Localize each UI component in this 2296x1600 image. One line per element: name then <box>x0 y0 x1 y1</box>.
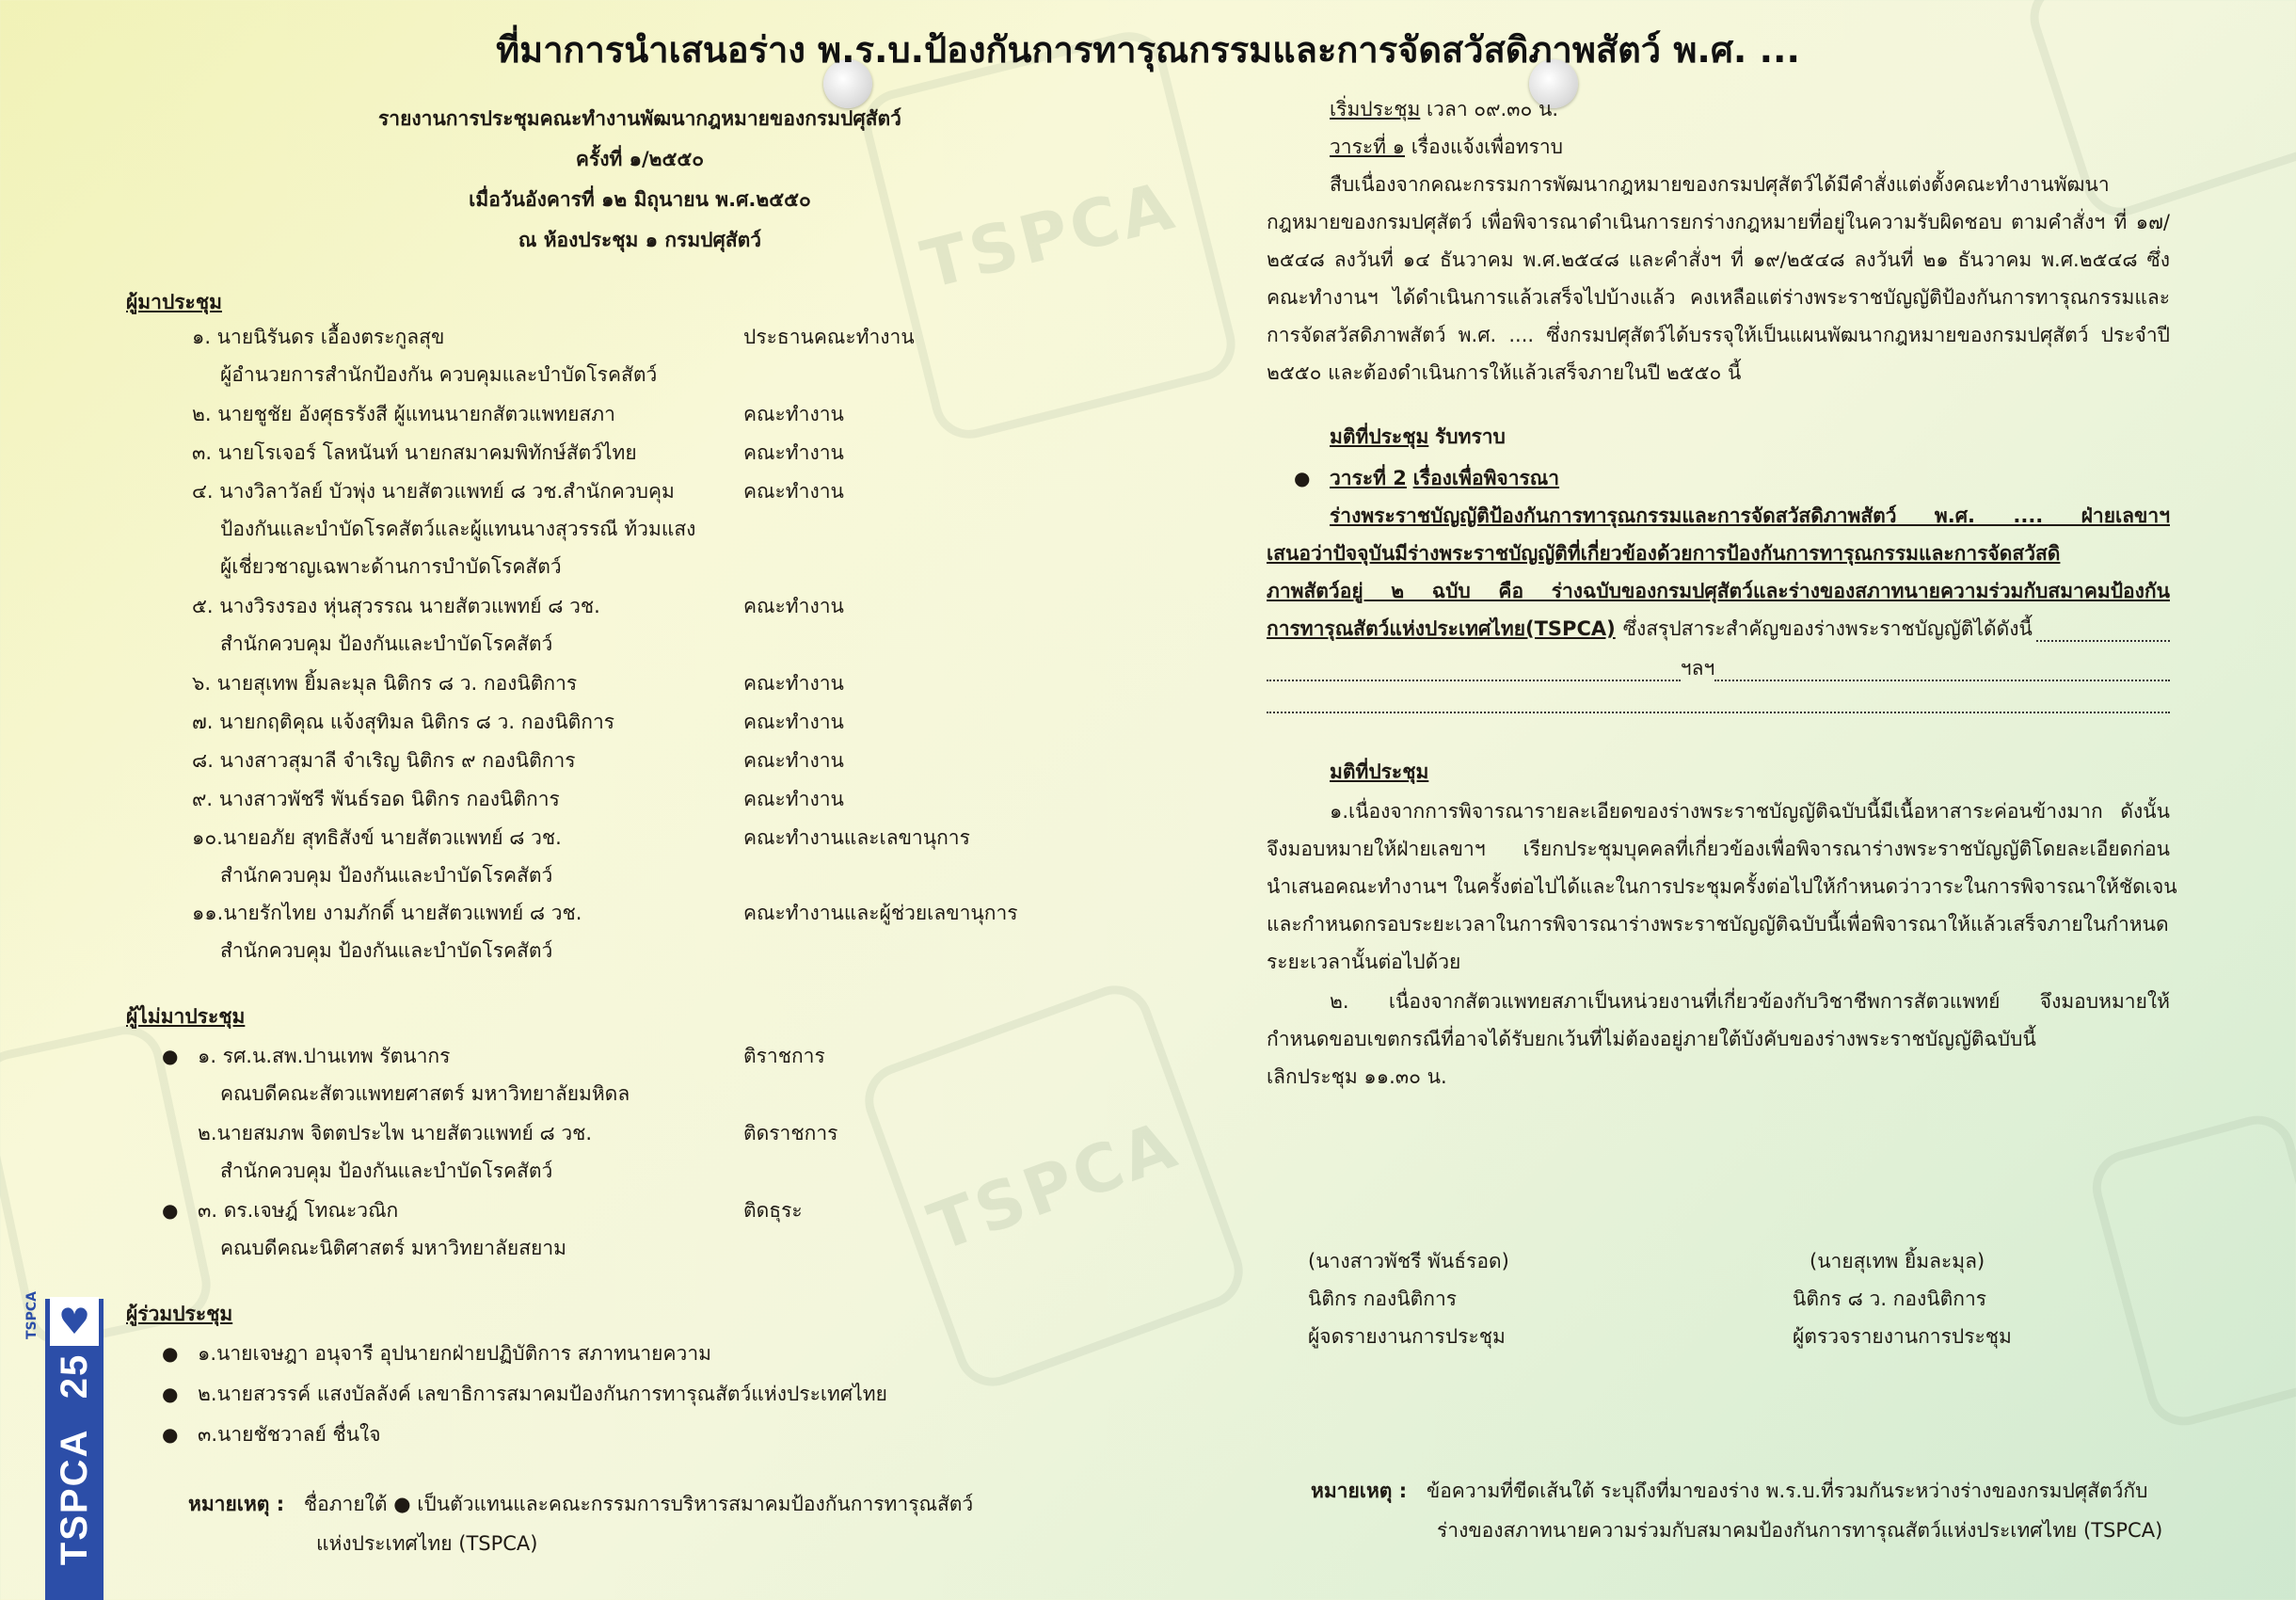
attendee-role: คณะทำงานและเลขานุการ <box>743 826 970 849</box>
list-item: ๕. นางวิรงรอง หุ่นสุวรรณ นายสัตวแพทย์ ๘ วช. <box>192 595 600 617</box>
list-item-detail: คณบดีคณะสัตวแพทยศาสตร์ มหาวิทยาลัยมหิดล <box>220 1082 630 1105</box>
list-item: ๑๐.นายอภัย สุทธิสังข์ นายสัตวแพทย์ ๘ วช. <box>192 826 562 849</box>
list-item: ๒.นายสมภพ จิตตประไพ นายสัตวแพทย์ ๘ วช. <box>198 1122 593 1144</box>
paragraph-line: ๒๕๕๐ และต้องดำเนินการให้แล้วเสร็จภายในปี ๒๕๕๐ นี้ <box>1267 361 1742 384</box>
attendee-role: คณะทำงานและผู้ช่วยเลขานุการ <box>743 902 1018 924</box>
paragraph-line: และกำหนดกรอบระยะเวลาในการพิจารณาร่างพระราชบัญญัติฉบับนี้เพื่อพิจารณาให้แล้วเสร็จภายในกำหนด <box>1267 913 2169 936</box>
attendee-role: คณะทำงาน <box>743 480 844 503</box>
page-number: 25 <box>53 1353 95 1400</box>
agenda-2-heading <box>1330 465 2233 491</box>
paragraph-line: นำเสนอคณะทำงานฯ ในครั้งต่อไปได้และในการประชุมครั้งต่อไปให้กำหนดว่าวาระในการพิจารณาให้ชัดเจน <box>1267 875 2177 898</box>
agenda-2-label: วาระที่ 2 <box>1330 467 1407 489</box>
signature-role: ผู้ตรวจรายงานการประชุม <box>1793 1325 2012 1348</box>
paragraph-line: จึงมอบหมายให้ฝ่ายเลขาฯ เรียกประชุมบุคคลที่เกี่ยวข้องเพื่อพิจารณาร่างพระราชบัญญัติโดยละเอียดก่อน <box>1267 838 2170 860</box>
attendee-role: คณะทำงาน <box>743 403 844 425</box>
list-item-detail: คณบดีคณะนิติศาสตร์ มหาวิทยาลัยสยาม <box>220 1237 566 1259</box>
attendee-role: คณะทำงาน <box>743 788 844 810</box>
attendee-role: ประธานคณะทำงาน <box>743 326 915 348</box>
resolution-1 <box>1330 424 2233 450</box>
absent-heading: ผู้ไม่มาประชุม <box>126 1005 246 1028</box>
meeting-report-header <box>169 99 1110 261</box>
sidebar-mini-label: TSPCA <box>24 1291 40 1340</box>
tspca-watermark-logo: TSPCA <box>854 975 1253 1397</box>
paragraph-line: ร่างพระราชบัญญัติป้องกันการทารุณกรรมและการจัดสวัสดิภาพสัตว์ พ.ศ. .... ฝ่ายเลขาฯ <box>1330 504 2170 527</box>
note-label: หมายเหตุ : <box>188 1493 285 1515</box>
agenda-2-title: เรื่องเพื่อพิจารณา <box>1412 467 1560 489</box>
list-item: ๒. นายชูชัย อังศุธรรังสี ผู้แทนนายกสัตวแพทยสภา <box>192 403 615 425</box>
meeting-date: เมื่อวันอังคารที่ ๑๒ มิถุนายน พ.ศ.๒๕๕๐ <box>469 188 811 211</box>
signature-role: ผู้จดรายงานการประชุม <box>1308 1325 1506 1348</box>
list-item: ๖. นายสุเทพ ยิ้มละมุล นิติกร ๘ ว. กองนิติการ <box>192 672 578 695</box>
paragraph-line: เสนอว่าปัจจุบันมีร่างพระราชบัญญัติที่เกี่ยวข้องด้วยการป้องกันการทารุณกรรมและการจัดสวัสดิ <box>1267 542 2061 565</box>
page-tab <box>45 1299 104 1600</box>
absent-reason: ติดธุระ <box>743 1199 803 1222</box>
note-label: หมายเหตุ : <box>1311 1480 1408 1502</box>
agenda-1-heading <box>1330 134 2233 160</box>
resolution-1-text: รับทราบ <box>1435 425 1506 448</box>
left-note <box>188 1489 973 1520</box>
list-item-detail: ป้องกันและบำบัดโรคสัตว์และผู้แทนนางสุวรรณี ท้วมแสง <box>220 518 696 540</box>
signature-recorder <box>1308 1242 1509 1355</box>
joined-heading: ผู้ร่วมประชุม <box>126 1303 233 1325</box>
paragraph-line: ๒๕๔๘ ลงวันที่ ๑๔ ธันวาคม พ.ศ.๒๕๔๘ และคำสั่งฯ ที่ ๑๙/๒๕๔๘ ลงวันที่ ๒๑ ธันวาคม พ.ศ.๒๕๔๘ ซึ่ง <box>1267 248 2170 271</box>
list-item-detail: สำนักควบคุม ป้องกันและบำบัดโรคสัตว์ <box>220 632 553 655</box>
list-item: ● ๓. ดร.เจษฎ์ โทณะวณิก <box>198 1197 398 1224</box>
attendee-role: คณะทำงาน <box>743 749 844 772</box>
attendee-role: คณะทำงาน <box>743 441 844 464</box>
attendees-heading: ผู้มาประชุม <box>126 291 222 313</box>
list-item-detail: ผู้อำนวยการสำนักป้องกัน ควบคุมและบำบัดโรคสัตว์ <box>220 363 658 386</box>
signature-name: (นางสาวพัชรี พันธ์รอด) <box>1308 1250 1509 1272</box>
dotted-line <box>2036 623 2170 642</box>
paragraph-line: กฎหมายของกรมปศุสัตว์ เพื่อพิจารณาดำเนินการยกร่างกฎหมายที่อยู่ในความรับผิดชอบ ตามคำสั่งฯ ที่ ๑๗/ <box>1267 211 2170 233</box>
paragraph-line: ภาพสัตว์อยู่ ๒ ฉบับ คือ ร่างฉบับของกรมปศุสัตว์และร่างของสภาทนายความร่วมกับสมาคมป้องกัน <box>1267 580 2170 602</box>
meeting-end: เลิกประชุม ๑๑.๓๐ น. <box>1267 1065 1447 1088</box>
page-title: ที่มาการนำเสนอร่าง พ.ร.บ.ป้องกันการทารุณกรรมและการจัดสวัสดิภาพสัตว์ พ.ศ. ... <box>496 29 1800 71</box>
list-item: ๗. นายกฤติคุณ แจ้งสุทิมล นิติกร ๘ ว. กองนิติการ <box>192 711 615 733</box>
list-item: ● ๒.นายสวรรค์ แสงบัลลังค์ เลขาธิการสมาคมป้องกันการทารุณสัตว์แห่งประเทศไทย <box>198 1381 887 1407</box>
start-time: เวลา ๐๙.๓๐ น. <box>1426 98 1559 120</box>
paragraph-line: ระยะเวลานั้นต่อไปด้วย <box>1267 951 1461 973</box>
note-text: ชื่อภายใต้ ● เป็นตัวแทนและคณะกรรมการบริหารสมาคมป้องกันการทารุณสัตว์ <box>303 1493 974 1515</box>
list-item: ๑. นายนิรันดร เอื้องตระกูลสุข <box>192 326 445 348</box>
dotted-line <box>1714 663 2170 681</box>
paragraph-line: กำหนดขอบเขตกรณีที่อาจได้รับยกเว้นที่ไม่ต้องอยู่ภายใต้บังคับของร่างพระราชบัญญัติฉบับนี้ <box>1267 1028 2036 1050</box>
paragraph-line: ๒. เนื่องจากสัตวแพทยสภาเป็นหน่วยงานที่เกี่ยวข้องกับวิชาชีพการสัตวแพทย์ จึงมอบหมายให้ <box>1330 990 2170 1013</box>
meeting-start <box>1330 96 2233 122</box>
underlined-text: การทารุณสัตว์แห่งประเทศไทย(TSPCA) <box>1267 617 1616 640</box>
signature-reviewer <box>1793 1242 2012 1355</box>
attendee-role: คณะทำงาน <box>743 711 844 733</box>
resolution-2-heading <box>1330 759 2233 785</box>
list-item: ● ๑.นายเจษฎา อนุจารี อุปนายกฝ่ายปฏิบัติการ สภาทนายความ <box>198 1340 711 1367</box>
agenda-1-label: วาระที่ ๑ <box>1330 136 1405 158</box>
list-item: ๓. นายโรเจอร์ โลหนันท์ นายกสมาคมพิทักษ์สัตว์ไทย <box>192 441 637 464</box>
brand-name: TSPCA <box>53 1428 95 1566</box>
absent-reason: ติราชการ <box>743 1045 825 1067</box>
list-item: ๔. นางวิลาวัลย์ บัวพุ่ง นายสัตวแพทย์ ๘ วช.สำนักควบคุม <box>192 480 675 503</box>
list-item-detail: สำนักควบคุม ป้องกันและบำบัดโรคสัตว์ <box>220 1160 553 1182</box>
absent-reason: ติดราชการ <box>743 1122 838 1144</box>
note-text: ข้อความที่ขีดเส้นใต้ ระบุถึงที่มาของร่าง พ.ร.บ.ที่รวมกันระหว่างร่างของกรมปศุสัตว์กับ <box>1426 1480 2148 1502</box>
attendee-role: คณะทำงาน <box>743 672 844 695</box>
right-note <box>1311 1476 2147 1507</box>
tspca-watermark-logo: TSPCA <box>855 24 1243 447</box>
tspca-logo-icon <box>50 1297 99 1346</box>
paragraph-line: สืบเนื่องจากคณะกรรมการพัฒนากฎหมายของกรมปศุสัตว์ได้มีคำสั่งแต่งตั้งคณะทำงานพัฒนา <box>1330 173 2110 196</box>
list-item-detail: สำนักควบคุม ป้องกันและบำบัดโรคสัตว์ <box>220 864 553 887</box>
list-item: ๙. นางสาวพัชรี พันธ์รอด นิติกร กองนิติการ <box>192 788 560 810</box>
list-item: ๘. นางสาวสุมาลี จำเริญ นิติกร ๙ กองนิติการ <box>192 749 576 772</box>
resolution-2-label: มติที่ประชุม <box>1330 760 1429 783</box>
left-note-line2: แห่งประเทศไทย (TSPCA) <box>316 1532 538 1555</box>
list-item-detail: ผู้เชี่ยวชาญเฉพาะด้านการบำบัดโรคสัตว์ <box>220 555 562 578</box>
dotted-line-row <box>1267 695 2170 713</box>
paragraph-line <box>1267 616 2170 642</box>
start-label: เริ่มประชุม <box>1330 98 1421 120</box>
signature-position: นิติกร ๘ ว. กองนิติการ <box>1793 1288 1987 1310</box>
paragraph-text: ซึ่งสรุปสาระสำคัญของร่างพระราชบัญญัติได้ดังนี้ <box>1622 617 2033 640</box>
dotted-line <box>1267 663 1681 681</box>
resolution-1-label: มติที่ประชุม <box>1330 425 1429 448</box>
attendee-role: คณะทำงาน <box>743 595 844 617</box>
list-item: ๑๑.นายรักไทย งามภักดิ์ นายสัตวแพทย์ ๘ วช. <box>192 902 582 924</box>
etc-marker: ฯลฯ <box>1680 657 1715 680</box>
paragraph-line: คณะทำงานฯ ได้ดำเนินการแล้วเสร็จไปบ้างแล้ว คงเหลือแต่ร่างพระราชบัญญัติป้องกันการทารุณกรรมและ <box>1267 286 2170 309</box>
paragraph-line: การจัดสวัสดิภาพสัตว์ พ.ศ. .... ซึ่งกรมปศุสัตว์ได้บรรจุให้เป็นแผนพัฒนากฎหมายของกรมปศุสัตว์ ประจำปี <box>1267 324 2170 346</box>
right-note-line2: ร่างของสภาทนายความร่วมกับสมาคมป้องกันการทารุณสัตว์แห่งประเทศไทย (TSPCA) <box>1437 1519 2163 1542</box>
list-item: ● ๓.นายชัชวาลย์ ชื่นใจ <box>198 1421 381 1448</box>
tspca-watermark-logo <box>2084 1108 2296 1434</box>
meeting-number: ครั้งที่ ๑/๒๕๕๐ <box>575 148 705 170</box>
signature-position: นิติกร กองนิติการ <box>1308 1288 1458 1310</box>
dotted-line <box>1267 695 2170 713</box>
paragraph-line: ๑.เนื่องจากการพิจารณารายละเอียดของร่างพระราชบัญญัติฉบับนี้มีเนื้อหาสาระค่อนข้างมาก ดังนั้น <box>1330 800 2170 823</box>
list-item: ● ๑. รศ.น.สพ.ปานเทพ รัตนากร <box>198 1043 450 1069</box>
page-tab-label <box>54 1353 96 1565</box>
meeting-location: ณ ห้องประชุม ๑ กรมปศุสัตว์ <box>518 229 762 251</box>
list-item-detail: สำนักควบคุม ป้องกันและบำบัดโรคสัตว์ <box>220 939 553 962</box>
report-title: รายงานการประชุมคณะทำงานพัฒนากฎหมายของกรมปศุสัตว์ <box>378 107 901 130</box>
agenda-1-title: เรื่องแจ้งเพื่อทราบ <box>1411 136 1563 158</box>
signature-name: (นายสุเทพ ยิ้มละมุล) <box>1810 1250 1985 1272</box>
dotted-line-row <box>1267 655 2170 681</box>
